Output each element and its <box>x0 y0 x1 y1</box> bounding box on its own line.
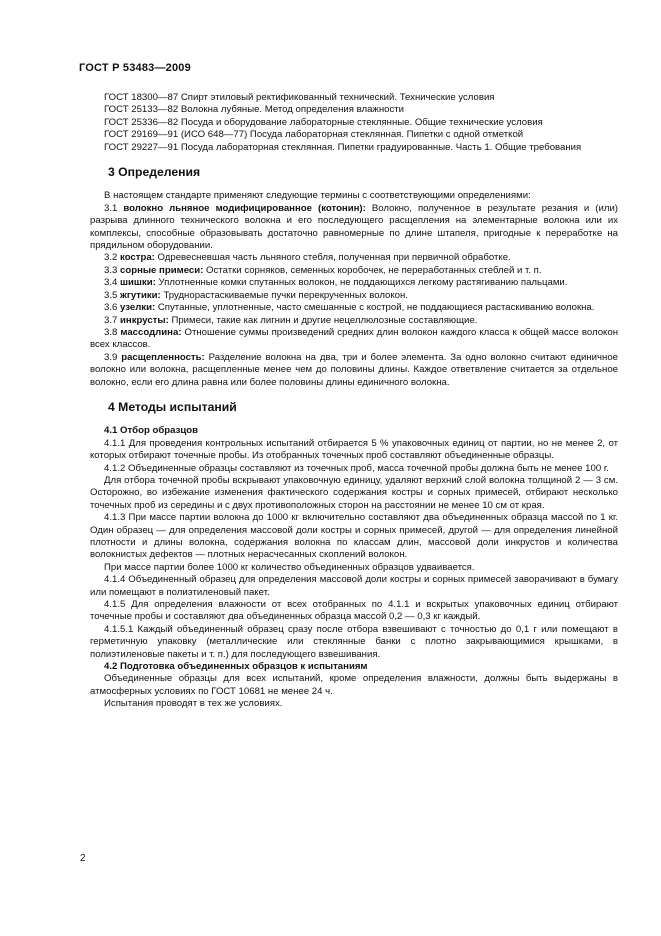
definition-number: 3.7 <box>104 314 118 326</box>
reference-item: ГОСТ 25133—82 Волокна лубяные. Метод определения влажности <box>104 104 405 116</box>
document-header: ГОСТ Р 53483—2009 <box>79 62 191 74</box>
page-number: 2 <box>80 853 86 864</box>
section-3-heading: 3 Определения <box>108 165 201 180</box>
definition-term: узелки: <box>120 302 156 314</box>
subsection-4-1-heading: 4.1 Отбор образцов <box>104 425 198 437</box>
definition-number: 3.5 <box>104 289 118 301</box>
definition-number: 3.3 <box>104 264 118 276</box>
definition-number: 3.4 <box>104 277 118 289</box>
references-list <box>90 92 618 154</box>
definition-text: Одревесневшая часть льняного стебля, полученная при первичной обработке. <box>157 252 511 264</box>
definition-item <box>90 302 618 314</box>
definition-text: Примеси, такие как лигнин и другие нецеллюлозные составляющие. <box>171 314 478 326</box>
definition-text: Спутанные, уплотненные, часто смешанные с кострой, не поддающиеся растаскиванию волокна. <box>157 302 595 314</box>
paragraph-4-1-4: 4.1.4 Объединенный образец для определения массовой доли костры и сорных примесей заворачивают в бумагу или помещают в полиэтиленовый пакет. <box>90 574 618 598</box>
definition-text: Труднорастаскиваемые пучки перекрученных волокон. <box>163 289 408 301</box>
paragraph-4-2-a: Объединенные образцы для всех испытаний, кроме определения влажности, должны быть выдержаны в атмосферных условиях по ГОСТ 10681 не менее 24 ч. <box>90 673 618 697</box>
definition-text: Отношение суммы произведений средних длин волокон каждого класса к общей массе волокон всех классов. <box>90 326 618 351</box>
definition-number: 3.1 <box>104 202 118 214</box>
paragraph-4-1-1: 4.1.1 Для проведения контрольных испытаний отбирается 5 % упаковочных единиц от партии, но не менее 2, от которых отбирают точечные пробы. Из отобранных точечных проб составляют объединенные образцы. <box>90 437 618 462</box>
section-4-heading: 4 Методы испытаний <box>108 399 237 414</box>
definition-text: Уплотненные комки спутанных волокон, не поддающихся легкому растягиванию пальцами. <box>158 277 568 289</box>
reference-item: ГОСТ 25336—82 Посуда и оборудование лабораторные стеклянные. Общие технические условия <box>104 116 543 128</box>
paragraph-4-1-5: 4.1.5 Для определения влажности от всех отобранных по 4.1.1 и вскрытых упаковочных единиц отбирают точечные пробы и составляют два объединенных образца массой 0,2 — 0,3 кг каждый. <box>90 599 618 623</box>
reference-item: ГОСТ 18300—87 Спирт этиловый ректификованный технический. Технические условия <box>104 92 495 103</box>
definition-number: 3.6 <box>104 302 118 314</box>
definition-term: костра: <box>120 252 155 264</box>
definition-term: массодлина: <box>120 326 182 338</box>
subsection-4-2-heading: 4.2 Подготовка объединенных образцов к испытаниям <box>104 661 368 673</box>
definition-text: Остатки сорняков, семенных коробочек, не переработанных стеблей и т. п. <box>206 264 542 276</box>
definition-item <box>90 252 618 264</box>
definition-term: сорные примеси: <box>120 264 204 276</box>
definition-item <box>90 290 618 302</box>
definition-term: расщепленность: <box>121 351 205 363</box>
paragraph-4-1-5-1: 4.1.5.1 Каждый объединенный образец сразу после отбора взвешивают с точностью до 0,1 г или помещают в герметичную упаковку (металлические или стеклянные банки с плотно закрывающимися крышками, в полиэтиленовые пакеты и т. п.) для последующего взвешивания. <box>90 623 618 660</box>
definition-text: Волокно, полученное в результате резания и (или) разрыва длинного технического волокна и его последующего расщепления на элементарные волокна или их комплексы, способные образовывать достаточно равномерные по длине штапеля, пригодные к переработке на прядильном оборудовании. <box>90 202 618 252</box>
definition-term: шишки: <box>120 277 156 289</box>
paragraph-4-2-b: Испытания проводят в тех же условиях. <box>104 698 283 710</box>
paragraph-4-1-2-continued: Для отбора точечной пробы вскрывают упаковочную единицу, удаляют верхний слой волокна толщиной 2 — 3 см. Осторожно, во избежание изменения фактического содержания костры и сорных примесей, отбирают несколько точечных проб из середины и с двух противоположных сторон на расстоянии не менее 10 см от края. <box>90 474 618 511</box>
definition-number: 3.2 <box>104 252 118 264</box>
paragraph-4-1-3: 4.1.3 При массе партии волокна до 1000 кг включительно составляют два объединенных образца массой по 1 кг. Один образец — для определения массовой доли костры и сорных примесей, другой — для определения линейной плотности и длины волокна, содержания волокна по классам длин, массовой доли инкрустов и количества волокнистых дефектов — плотных нерасчесанных скоплений волокон. <box>90 512 618 561</box>
paragraph-4-1-3-continued: При массе партии более 1000 кг количество объединенных образцов удваивается. <box>104 561 475 573</box>
definition-number: 3.9 <box>104 351 118 363</box>
definition-item <box>90 315 618 327</box>
reference-item: ГОСТ 29227—91 Посуда лабораторная стеклянная. Пипетки градуированные. Часть 1. Общие требования <box>104 141 582 153</box>
definition-text: Разделение волокна на два, три и более элемента. За одно волокно считают единичное волокно или волокна, расщепленные менее чем до половины длины. Каждое ответвление считается за отдельное волокно, если его длина равна или более половины длины единичного волокна. <box>90 351 618 388</box>
section-3-intro: В настоящем стандарте применяют следующие термины с соответствующими определениями: <box>104 190 531 202</box>
definition-term: инкрусты: <box>120 314 169 326</box>
definition-item <box>90 352 618 389</box>
paragraph-4-1-2: 4.1.2 Объединенные образцы составляют из точечных проб, масса точечной пробы должна быть не менее 100 г. <box>104 462 609 474</box>
definition-item <box>90 327 618 352</box>
definition-item <box>90 277 618 289</box>
definition-item <box>90 203 618 253</box>
definition-item <box>90 265 618 277</box>
definition-term: жгутики: <box>120 289 161 301</box>
page-content <box>90 92 618 711</box>
reference-item: ГОСТ 29169—91 (ИСО 648—77) Посуда лабораторная стеклянная. Пипетки с одной отметкой <box>104 129 524 141</box>
definition-term: волокно льняное модифицированное (котонин): <box>123 202 366 214</box>
definition-number: 3.8 <box>104 326 118 338</box>
